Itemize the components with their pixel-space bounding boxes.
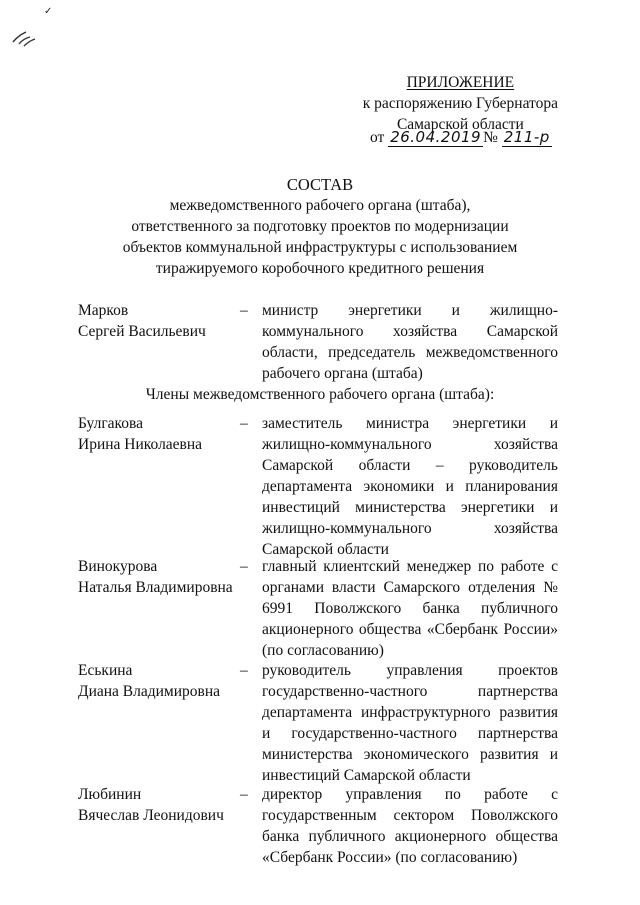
handwritten-date: 26.04.2019 <box>390 128 482 146</box>
heading-line-4: тиражируемого коробочного кредитного решения <box>155 260 485 277</box>
person-position: руководитель управления проектов государственно-частного партнерства департамента инфраструктурного развития и государственно-частного партнерства министерства экономического развития и инвестиций Самарской области <box>262 662 558 784</box>
entry-dash: – <box>240 302 248 319</box>
appendix-line-1: к распоряжению Губернатора <box>362 95 558 112</box>
appendix-title: ПРИЛОЖЕНИЕ <box>406 74 515 91</box>
appendix-date-line <box>370 128 552 147</box>
person-surname: Еськина <box>78 662 133 679</box>
heading-line-3: объектов коммунальной инфраструктуры с использованием <box>122 239 518 256</box>
person-surname: Любинин <box>78 786 142 803</box>
person-position: директор управления по работе с государственным сектором Поволжского банка публичного акционерного общества «Сбербанк России» (по согласованию) <box>262 786 558 866</box>
entry-dash: – <box>240 662 248 679</box>
heading-line-2: ответственного за подготовку проектов по модернизации <box>131 218 509 235</box>
number-prefix: № <box>483 129 498 146</box>
members-heading: Члены межведомственного рабочего органа (штаба): <box>145 386 495 403</box>
person-given-name: Сергей Васильевич <box>78 323 206 340</box>
heading-line-1: межведомственного рабочего органа (штаба), <box>169 197 471 214</box>
person-given-name: Вячеслав Леонидович <box>78 807 224 824</box>
person-surname: Булгакова <box>78 415 144 432</box>
person-position: заместитель министра энергетики и жилищно-коммунального хозяйства Самарской области – руководитель департамента экономики и планирования инвестиций министерства энергетики и жилищно-коммунального хозяйства Самарской области <box>262 415 558 558</box>
entry-dash: – <box>240 415 248 432</box>
person-given-name: Диана Владимировна <box>78 683 221 700</box>
handwritten-check-mark <box>10 28 38 50</box>
person-given-name: Ирина Николаевна <box>78 436 203 453</box>
entry-dash: – <box>240 558 248 575</box>
person-position: главный клиентский менеджер по работе с органами власти Самарского отделения № 6991 Поволжского банка публичного акционерного общества «Сбербанк России» (по согласованию) <box>262 558 558 659</box>
appendix-line-2: Самарской области <box>396 116 524 133</box>
person-surname: Марков <box>78 302 129 319</box>
handwritten-number: 211-р <box>503 128 550 146</box>
person-name <box>78 413 238 455</box>
date-prefix: от <box>370 129 385 146</box>
person-position: министр энергетики и жилищно-коммунального хозяйства Самарской области, председатель межведомственного рабочего органа (штаба) <box>262 302 558 382</box>
person-name <box>78 300 238 342</box>
document-heading <box>60 174 580 279</box>
scan-dot-mark: ✓ <box>44 6 53 17</box>
heading-title: СОСТАВ <box>286 175 354 194</box>
person-given-name: Наталья Владимировна <box>78 579 233 596</box>
person-name <box>78 784 238 826</box>
appendix-block <box>363 72 558 135</box>
entry-dash: – <box>240 786 248 803</box>
person-name <box>78 660 238 702</box>
person-name <box>78 556 238 598</box>
person-surname: Винокурова <box>78 558 158 575</box>
